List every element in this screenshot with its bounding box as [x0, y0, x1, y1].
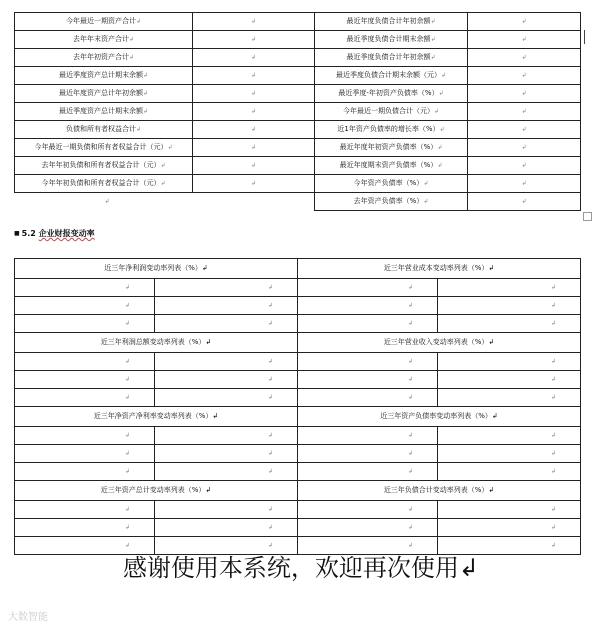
indicator-row	[15, 13, 581, 31]
right-indicator-label	[315, 67, 468, 85]
rate-value-cell[interactable]	[15, 389, 155, 407]
paragraph-mark: ↲	[250, 144, 257, 151]
paragraph-mark: ↲	[267, 358, 273, 365]
paragraph-mark: ↲	[440, 72, 447, 79]
rate-table-title: 近三年资产负债率变动率列表（%）↲	[298, 407, 581, 427]
left-indicator-label	[15, 175, 193, 193]
left-indicator-label	[15, 85, 193, 103]
paragraph-mark: ↲	[550, 320, 556, 327]
rate-title-row	[15, 481, 581, 501]
paragraph-mark: ↲	[128, 36, 135, 43]
paragraph-mark: ↲	[124, 450, 130, 457]
paragraph-mark: ↲	[142, 72, 149, 79]
paragraph-mark: ↲	[407, 394, 413, 401]
right-indicator-label	[315, 85, 468, 103]
financial-indicator-table	[14, 12, 581, 211]
rate-value-cell[interactable]	[15, 445, 155, 463]
left-indicator-label	[15, 13, 193, 31]
empty-cell	[15, 193, 315, 211]
paragraph-mark: ↲	[267, 320, 273, 327]
page-edge-mark	[584, 30, 585, 44]
paragraph-mark: ↲	[250, 18, 257, 25]
left-indicator-label	[15, 49, 193, 67]
indicator-row	[15, 157, 581, 175]
rate-value-cell[interactable]	[298, 297, 438, 315]
rate-value-row	[15, 501, 581, 519]
paragraph-mark: ↲	[430, 18, 436, 25]
paragraph-mark: ↲	[407, 284, 413, 291]
right-indicator-value[interactable]	[468, 31, 581, 49]
rate-value-cell[interactable]	[438, 389, 581, 407]
section-heading	[14, 228, 95, 239]
paragraph-mark: ↲	[167, 144, 173, 151]
paragraph-mark: ↲	[521, 180, 527, 187]
rate-value-cell[interactable]	[155, 445, 298, 463]
rate-change-table	[14, 258, 581, 555]
paragraph-mark: ↲	[550, 358, 556, 365]
rate-value-row	[15, 463, 581, 481]
rate-value-cell[interactable]	[155, 519, 298, 537]
right-indicator-text: 最近季度负债合计期末余额（元）	[335, 71, 441, 79]
paragraph-mark: ↲	[407, 320, 413, 327]
right-indicator-value[interactable]	[468, 49, 581, 67]
left-indicator-text: 最近季度资产总计期末余额	[58, 107, 143, 115]
right-indicator-value[interactable]	[468, 85, 581, 103]
right-indicator-value[interactable]	[468, 103, 581, 121]
left-indicator-value[interactable]	[193, 67, 315, 85]
left-indicator-text: 最近年度资产总计年初余额	[58, 89, 143, 97]
watermark: 大数智能	[8, 612, 48, 623]
right-indicator-text: 去年资产负债率（%）	[353, 197, 424, 205]
paragraph-mark: ↲	[407, 302, 413, 309]
paragraph-mark: ↲	[142, 108, 149, 115]
right-indicator-text: 最近年度负债合计年初余额	[346, 17, 431, 25]
paragraph-mark: ↲	[128, 54, 135, 61]
right-indicator-text: 最近年度期末资产负债率（%）	[339, 161, 438, 169]
rate-table-title: 近三年净利润变动率列表（%）↲	[15, 259, 298, 279]
indicator-row	[15, 85, 581, 103]
left-indicator-text: 最近季度资产总计期末余额	[58, 71, 143, 79]
paragraph-mark: ↲	[250, 108, 257, 115]
left-indicator-value[interactable]	[193, 49, 315, 67]
right-indicator-label	[315, 175, 468, 193]
left-indicator-label	[15, 139, 193, 157]
rate-table-title: 近三年营业成本变动率列表（%）↲	[298, 259, 581, 279]
paragraph-mark: ↲	[124, 542, 130, 549]
paragraph-mark: ↲	[550, 450, 556, 457]
rate-value-cell[interactable]	[298, 463, 438, 481]
rate-value-cell[interactable]	[15, 353, 155, 371]
paragraph-mark: ↲	[160, 180, 166, 187]
rate-value-row	[15, 445, 581, 463]
indicator-row	[15, 121, 581, 139]
right-indicator-label	[315, 139, 468, 157]
section-title: 企业财报变动率	[38, 229, 95, 238]
right-indicator-label	[315, 121, 468, 139]
rate-value-cell[interactable]	[155, 463, 298, 481]
paragraph-mark: ↲	[521, 126, 527, 133]
rate-value-cell[interactable]	[15, 519, 155, 537]
rate-value-cell[interactable]	[15, 427, 155, 445]
paragraph-mark: ↲	[433, 108, 440, 115]
paragraph-mark: ↲	[124, 358, 130, 365]
paragraph-mark: ↲	[438, 90, 444, 97]
paragraph-mark: ↲	[124, 284, 130, 291]
rate-value-cell[interactable]	[438, 297, 581, 315]
left-indicator-label	[15, 157, 193, 175]
left-indicator-label	[15, 103, 193, 121]
rate-value-cell[interactable]	[15, 501, 155, 519]
rate-value-cell[interactable]	[438, 279, 581, 297]
paragraph-mark: ↲	[521, 90, 527, 97]
rate-value-cell[interactable]	[15, 297, 155, 315]
right-indicator-value[interactable]	[468, 193, 581, 211]
left-indicator-text: 今年年初负债和所有者权益合计（元）	[41, 179, 161, 187]
paragraph-mark: ↲	[267, 450, 273, 457]
right-indicator-label	[315, 31, 468, 49]
rate-value-cell[interactable]	[438, 353, 581, 371]
left-indicator-value[interactable]	[193, 103, 315, 121]
paragraph-mark: ↲	[407, 506, 413, 513]
rate-value-cell[interactable]	[298, 445, 438, 463]
paragraph-mark: ↲	[135, 18, 142, 25]
paragraph-mark: ↲	[521, 72, 527, 79]
indicator-row	[15, 175, 581, 193]
paragraph-mark: ↲	[439, 126, 445, 133]
paragraph-mark: ↲	[250, 72, 257, 79]
paragraph-mark: ↲	[423, 180, 429, 187]
left-indicator-value[interactable]	[193, 175, 315, 193]
paragraph-mark: ↲	[521, 54, 527, 61]
right-indicator-label	[315, 49, 468, 67]
rate-value-row	[15, 519, 581, 537]
paragraph-mark: ↲	[550, 542, 556, 549]
left-indicator-text: 去年年末资产合计	[72, 35, 129, 43]
left-indicator-value[interactable]	[193, 157, 315, 175]
left-indicator-value[interactable]	[193, 139, 315, 157]
paragraph-mark: ↲	[124, 302, 130, 309]
paragraph-mark: ↲	[250, 54, 257, 61]
paragraph-mark: ↲	[550, 524, 556, 531]
rate-table-title: 近三年利润总额变动率列表（%）↲	[15, 333, 298, 353]
right-indicator-value[interactable]	[468, 175, 581, 193]
rate-value-cell[interactable]	[298, 519, 438, 537]
paragraph-mark: ↲	[267, 284, 273, 291]
paragraph-mark: ↲	[550, 394, 556, 401]
rate-value-cell[interactable]	[438, 519, 581, 537]
indicator-row	[15, 139, 581, 157]
paragraph-mark: ↲	[407, 450, 413, 457]
paragraph-mark: ↲	[267, 542, 273, 549]
right-indicator-label	[315, 103, 468, 121]
rate-title-row	[15, 333, 581, 353]
paragraph-mark: ↲	[407, 358, 413, 365]
rate-value-row	[15, 279, 581, 297]
rate-table-title: 近三年负债合计变动率列表（%）↲	[298, 481, 581, 501]
rate-value-cell[interactable]	[15, 463, 155, 481]
paragraph-mark: ↲	[407, 432, 413, 439]
right-indicator-label	[315, 13, 468, 31]
left-indicator-value[interactable]	[193, 85, 315, 103]
rate-value-cell[interactable]	[15, 315, 155, 333]
rate-value-cell[interactable]	[15, 279, 155, 297]
right-indicator-value[interactable]	[468, 13, 581, 31]
right-indicator-text: 最近季度-年初资产负债率（%）	[338, 89, 439, 97]
rate-value-cell[interactable]	[155, 297, 298, 315]
paragraph-mark: ↲	[550, 506, 556, 513]
rate-table-title: 近三年营业收入变动率列表（%）↲	[298, 333, 581, 353]
right-indicator-text: 最近季度负债合计期末余额	[346, 35, 431, 43]
paragraph-mark: ↲	[430, 54, 436, 61]
paragraph-mark: ↲	[142, 90, 149, 97]
paragraph-mark: ↲	[407, 524, 413, 531]
rate-value-cell[interactable]	[438, 371, 581, 389]
rate-value-cell[interactable]	[15, 371, 155, 389]
paragraph-mark: ↲	[160, 162, 166, 169]
left-indicator-value[interactable]	[193, 13, 315, 31]
paragraph-mark: ↲	[250, 126, 257, 133]
indicator-row	[15, 193, 581, 211]
paragraph-mark: ↲	[250, 180, 257, 187]
indicator-row	[15, 103, 581, 121]
paragraph-mark: ↲	[250, 36, 257, 43]
rate-value-cell[interactable]	[298, 315, 438, 333]
paragraph-mark: ↲	[521, 144, 527, 151]
rate-value-cell[interactable]	[155, 501, 298, 519]
right-indicator-value[interactable]	[468, 157, 581, 175]
rate-value-cell[interactable]	[438, 427, 581, 445]
paragraph-mark: ↲	[267, 468, 273, 475]
paragraph-mark: ↲	[437, 144, 443, 151]
paragraph-mark: ↲	[437, 162, 443, 169]
paragraph-mark: ↲	[550, 284, 556, 291]
rate-value-row	[15, 427, 581, 445]
paragraph-mark: ↲	[124, 320, 130, 327]
paragraph-mark: ↲	[521, 18, 527, 25]
paragraph-mark: ↲	[267, 394, 273, 401]
left-indicator-text: 去年年初资产合计	[72, 53, 129, 61]
left-indicator-value[interactable]	[193, 31, 315, 49]
paragraph-mark: ↲	[250, 162, 257, 169]
right-indicator-value[interactable]	[468, 139, 581, 157]
rate-table-title: 近三年净资产净利率变动率列表（%）↲	[15, 407, 298, 427]
paragraph-mark: ↲	[423, 198, 429, 205]
rate-value-row	[15, 353, 581, 371]
paragraph-mark: ↲	[521, 36, 527, 43]
paragraph-mark: ↲	[550, 468, 556, 475]
section-bullet: ■	[14, 230, 20, 237]
rate-value-cell[interactable]	[438, 501, 581, 519]
paragraph-mark: ↲	[521, 108, 527, 115]
right-indicator-label	[315, 193, 468, 211]
paragraph-mark: ↲	[550, 376, 556, 383]
paragraph-mark: ↲	[104, 198, 110, 206]
paragraph-mark: ↲	[135, 126, 142, 133]
rate-value-cell[interactable]	[438, 315, 581, 333]
rate-value-cell[interactable]	[155, 389, 298, 407]
rate-value-cell[interactable]	[155, 371, 298, 389]
paragraph-mark: ↲	[267, 376, 273, 383]
paragraph-mark: ↲	[430, 36, 436, 43]
section-number: 5.2	[21, 229, 36, 238]
paragraph-mark: ↲	[521, 162, 527, 169]
paragraph-mark: ↲	[124, 432, 130, 439]
indicator-row	[15, 49, 581, 67]
left-indicator-label	[15, 67, 193, 85]
paragraph-mark: ↲	[124, 524, 130, 531]
paragraph-mark: ↲	[124, 376, 130, 383]
rate-value-cell[interactable]	[155, 279, 298, 297]
rate-value-row	[15, 315, 581, 333]
right-indicator-text: 近1年资产负债率的增长率（%）	[337, 125, 440, 133]
rate-value-cell[interactable]	[438, 463, 581, 481]
paragraph-mark: ↲	[267, 506, 273, 513]
paragraph-mark: ↲	[250, 90, 257, 97]
paragraph-mark: ↲	[124, 468, 130, 475]
right-indicator-value[interactable]	[468, 67, 581, 85]
rate-title-row	[15, 407, 581, 427]
paragraph-mark: ↲	[267, 432, 273, 439]
paragraph-mark: ↲	[267, 524, 273, 531]
left-indicator-text: 负债和所有者权益合计	[65, 125, 136, 133]
left-indicator-text: 今年最近一期资产合计	[65, 17, 136, 25]
rate-value-cell[interactable]	[155, 353, 298, 371]
left-indicator-label	[15, 31, 193, 49]
right-indicator-text: 今年资产负债率（%）	[353, 179, 424, 187]
paragraph-mark: ↲	[407, 376, 413, 383]
rate-value-cell[interactable]	[298, 389, 438, 407]
rate-value-cell[interactable]	[298, 371, 438, 389]
indicator-row	[15, 31, 581, 49]
paragraph-mark: ↲	[550, 302, 556, 309]
left-indicator-label	[15, 121, 193, 139]
table-resize-handle[interactable]	[583, 212, 592, 221]
paragraph-mark: ↲	[550, 432, 556, 439]
paragraph-mark: ↲	[407, 468, 413, 475]
rate-value-cell[interactable]	[438, 445, 581, 463]
rate-table-title: 近三年资产总计变动率列表（%）↲	[15, 481, 298, 501]
rate-value-cell[interactable]	[298, 353, 438, 371]
rate-value-row	[15, 389, 581, 407]
rate-title-row	[15, 259, 581, 279]
rate-value-cell[interactable]	[155, 427, 298, 445]
rate-value-cell[interactable]	[298, 427, 438, 445]
right-indicator-label	[315, 157, 468, 175]
paragraph-mark: ↲	[267, 302, 273, 309]
paragraph-mark: ↲	[124, 394, 130, 401]
right-indicator-value[interactable]	[468, 121, 581, 139]
paragraph-mark: ↲	[407, 542, 413, 549]
right-indicator-text: 今年最近一期负债合计（元）	[342, 107, 434, 115]
rate-value-row	[15, 297, 581, 315]
indicator-row	[15, 67, 581, 85]
left-indicator-text: 去年年初负债和所有者权益合计（元）	[41, 161, 161, 169]
right-indicator-text: 最近年度年初资产负债率（%）	[339, 143, 438, 151]
rate-value-row	[15, 371, 581, 389]
rate-value-cell[interactable]	[298, 279, 438, 297]
paragraph-mark: ↲	[521, 198, 527, 205]
right-indicator-text: 最近季度负债合计年初余额	[346, 53, 431, 61]
left-indicator-text: 今年最近一期负债和所有者权益合计（元）	[34, 143, 168, 151]
rate-value-cell[interactable]	[155, 315, 298, 333]
left-indicator-value[interactable]	[193, 121, 315, 139]
rate-value-cell[interactable]	[298, 501, 438, 519]
thanks-message: 感谢使用本系统，欢迎再次使用↲	[122, 554, 480, 582]
paragraph-mark: ↲	[124, 506, 130, 513]
